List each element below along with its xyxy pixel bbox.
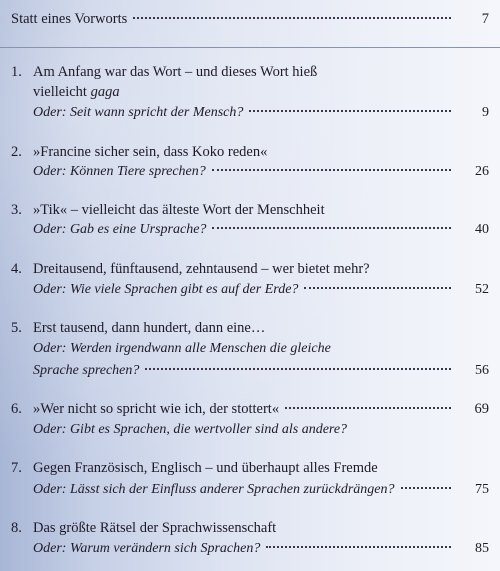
toc-entry-6 bbox=[11, 400, 489, 418]
chapter-title: Das größte Rätsel der Sprachwissenschaft bbox=[33, 520, 277, 536]
toc-entry-4 bbox=[11, 260, 489, 278]
chapter-number: 2. bbox=[11, 144, 22, 160]
chapter-subtitle-row bbox=[33, 221, 489, 239]
page-number: 40 bbox=[475, 222, 489, 237]
chapter-number: 1. bbox=[11, 64, 22, 80]
leader-dots bbox=[401, 487, 451, 489]
divider bbox=[0, 47, 500, 48]
chapter-subtitle: Oder: Werden irgendwann alle Menschen die gleiche bbox=[33, 341, 331, 356]
toc-entry-8 bbox=[11, 519, 489, 537]
page-number: 75 bbox=[475, 482, 489, 497]
page-number: 9 bbox=[482, 105, 489, 120]
chapter-subtitle-row bbox=[33, 163, 489, 181]
chapter-title: »Tik« – vielleicht das älteste Wort der Menschheit bbox=[33, 202, 325, 218]
chapter-number: 8. bbox=[11, 520, 22, 536]
chapter-number: 7. bbox=[11, 460, 22, 476]
chapter-subtitle-row bbox=[33, 362, 489, 380]
chapter-subtitle: Oder: Wie viele Sprachen gibt es auf der Erde? bbox=[33, 282, 299, 297]
chapter-subtitle: Oder: Gibt es Sprachen, die wertvoller sind als andere? bbox=[33, 422, 348, 437]
chapter-subtitle: Oder: Können Tiere sprechen? bbox=[33, 164, 206, 179]
toc-entry-1 bbox=[11, 63, 489, 81]
chapter-subtitle: Oder: Lässt sich der Einfluss anderer Sprachen zurückdrängen? bbox=[33, 482, 395, 497]
chapter-title: Am Anfang war das Wort – und dieses Wort hieß bbox=[33, 64, 318, 80]
chapter-subtitle-row bbox=[33, 104, 489, 122]
leader-dots bbox=[266, 546, 451, 548]
leader-dots bbox=[212, 169, 451, 171]
chapter-title: Erst tausend, dann hundert, dann eine… bbox=[33, 320, 266, 336]
page-number: 26 bbox=[475, 164, 489, 179]
chapter-number: 5. bbox=[11, 320, 22, 336]
chapter-subtitle-line2: Sprache sprechen? bbox=[33, 363, 140, 378]
leader-dots bbox=[249, 110, 451, 112]
toc-entry-5 bbox=[11, 319, 489, 337]
chapter-subtitle-row bbox=[33, 481, 489, 499]
chapter-subtitle: Oder: Warum verändern sich Sprachen? bbox=[33, 541, 261, 556]
chapter-title-line2: vielleicht gaga bbox=[33, 84, 120, 100]
leader-dots bbox=[212, 227, 451, 229]
chapter-title: »Francine sicher sein, dass Koko reden« bbox=[33, 144, 268, 160]
leader-dots bbox=[133, 17, 451, 19]
chapter-number: 3. bbox=[11, 202, 22, 218]
chapter-title: »Wer nicht so spricht wie ich, der stottert« bbox=[33, 401, 280, 417]
leader-dots bbox=[285, 407, 451, 409]
toc-entry-3 bbox=[11, 201, 489, 219]
chapter-title: Gegen Französisch, Englisch – und überhaupt alles Fremde bbox=[33, 460, 378, 476]
chapter-number: 4. bbox=[11, 261, 22, 277]
preface-title: Statt eines Vorworts bbox=[11, 11, 128, 27]
chapter-subtitle-row bbox=[33, 281, 489, 299]
toc-entry-7 bbox=[11, 459, 489, 477]
chapter-number: 6. bbox=[11, 401, 22, 417]
page-number: 85 bbox=[475, 541, 489, 556]
toc-entry-preface bbox=[11, 10, 489, 28]
chapter-subtitle: Oder: Gab es eine Ursprache? bbox=[33, 222, 207, 237]
chapter-subtitle-row bbox=[33, 540, 489, 558]
page-number: 52 bbox=[475, 282, 489, 297]
chapter-title: Dreitausend, fünftausend, zehntausend – wer bietet mehr? bbox=[33, 261, 370, 277]
page-number: 69 bbox=[474, 401, 489, 417]
page-number: 7 bbox=[481, 11, 489, 27]
leader-dots bbox=[145, 368, 451, 370]
toc-entry-2 bbox=[11, 143, 489, 161]
chapter-subtitle: Oder: Seit wann spricht der Mensch? bbox=[33, 105, 244, 120]
page-number: 56 bbox=[475, 363, 489, 378]
leader-dots bbox=[304, 287, 451, 289]
